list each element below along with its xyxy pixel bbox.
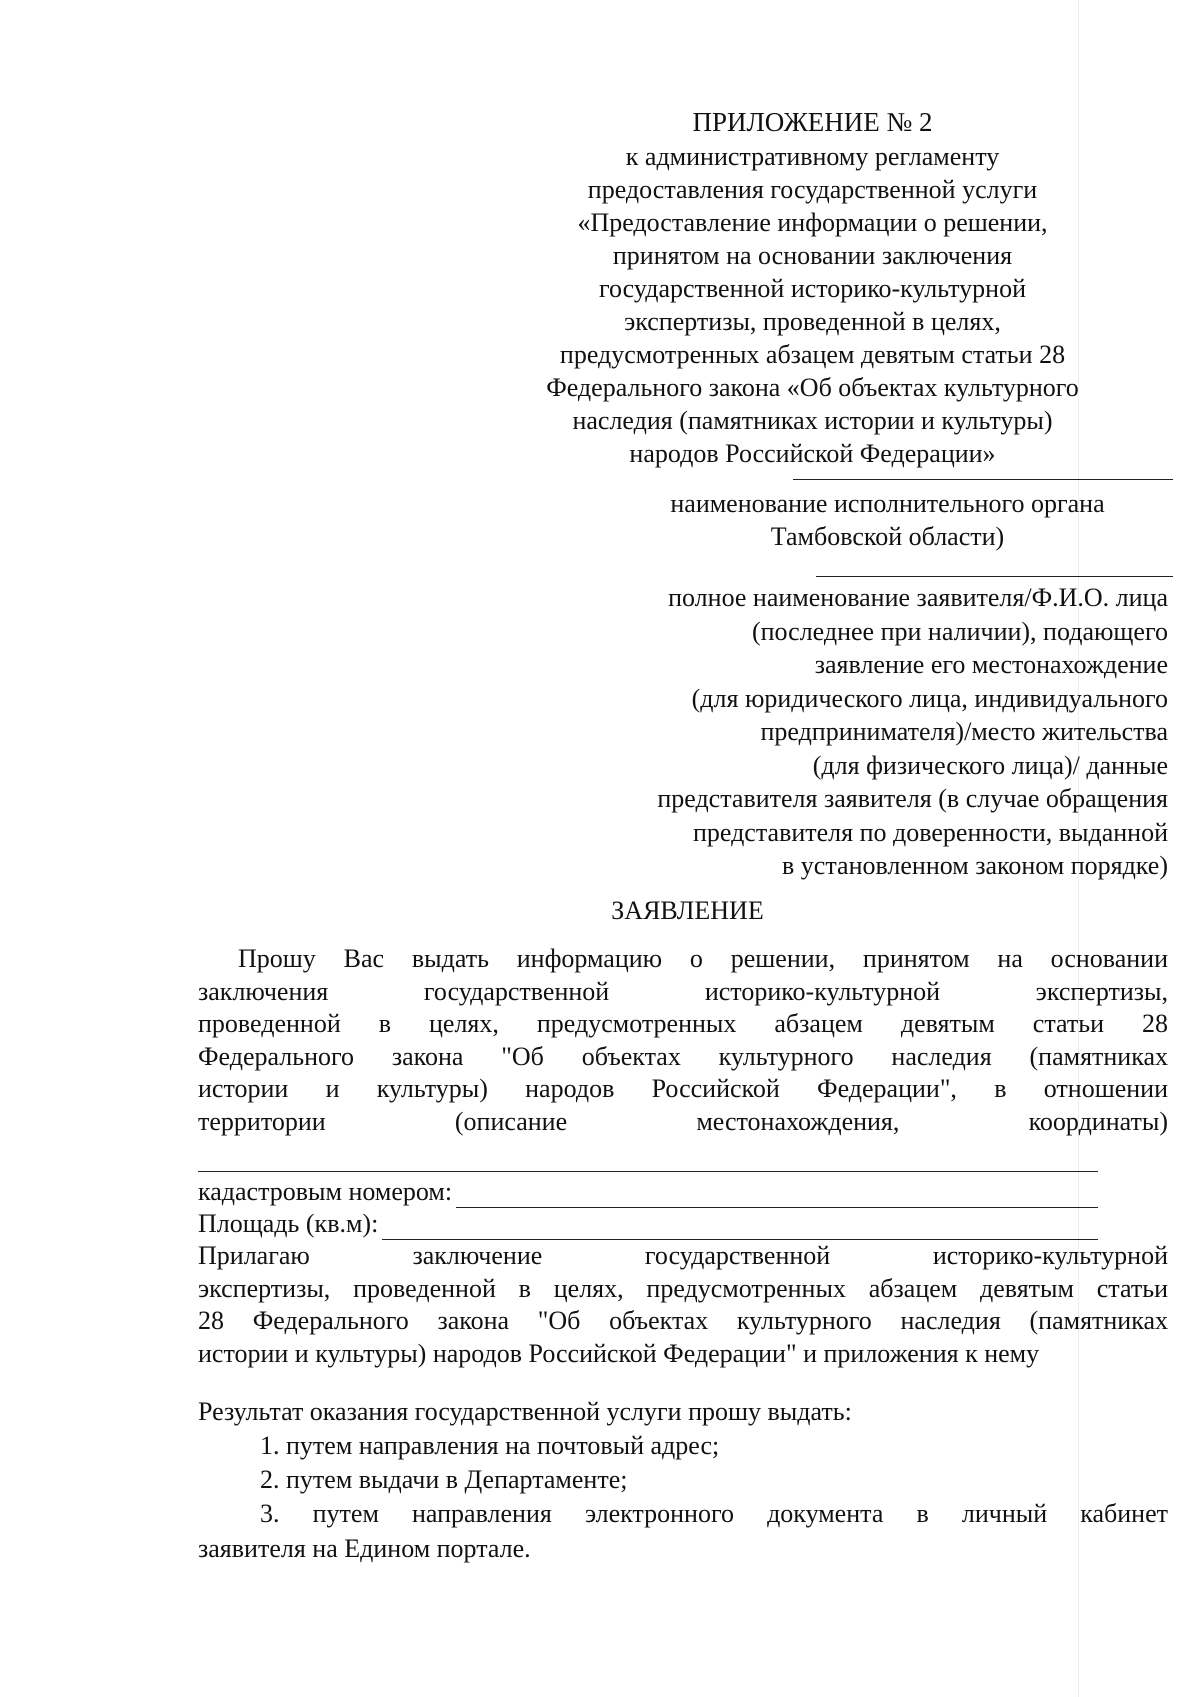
result-option-2: 2. путем выдачи в Департаменте; — [260, 1465, 628, 1494]
appendix-line: предоставления государственной услуги — [587, 175, 1038, 204]
applicant-line: (последнее при наличии), подающего — [751, 616, 1168, 646]
attachment-paragraph — [198, 1240, 1168, 1370]
result-option-1: 1. путем направления на почтовый адрес; — [260, 1431, 720, 1460]
applicant-line: заявление его местонахождение — [814, 650, 1168, 679]
applicant-line: предпринимателя)/место жительства — [760, 717, 1168, 746]
applicant-line: полное наименование заявителя/Ф.И.О. лица — [668, 583, 1168, 612]
request-line: заключения государственной историко-культурной экспертизы, — [198, 976, 1168, 1006]
request-line: Прошу Вас выдать информацию о решении, принятом на основании — [238, 944, 1168, 973]
cadastral-number-input-line[interactable] — [456, 1183, 1098, 1208]
applicant-line: (для юридического лица, индивидуального — [691, 683, 1168, 713]
attachment-line: экспертизы, проведенной в целях, предусмотренных абзацем девятым статьи — [198, 1273, 1168, 1303]
document-title: ЗАЯВЛЕНИЕ — [611, 896, 764, 925]
applicant-line: (для физического лица)/ данные — [812, 750, 1168, 780]
applicant-signature-line — [816, 576, 1173, 577]
authority-line: наименование исполнительного органа — [670, 489, 1105, 518]
applicant-caption — [560, 581, 1168, 883]
result-option-3 — [198, 1496, 1168, 1566]
appendix-line: «Предоставление информации о решении, — [577, 208, 1048, 237]
result-option-3-line: 3. путем направления электронного документа в личный кабинет — [260, 1499, 1168, 1528]
request-line: Федерального закона "Об объектах культурного наследия (памятниках — [198, 1041, 1168, 1071]
area-input-line[interactable] — [382, 1215, 1098, 1240]
area-label: Площадь (кв.м): — [198, 1209, 379, 1238]
cadastral-number-label: кадастровым номером: — [198, 1177, 453, 1206]
request-line: истории и культуры) народов Российской Федерации", в отношении — [198, 1074, 1168, 1103]
attachment-line: Прилагаю заключение государственной историко-культурной — [198, 1241, 1168, 1270]
result-heading: Результат оказания государственной услуги прошу выдать: — [198, 1397, 852, 1426]
attachment-line: истории и культуры) народов Российской Федерации" и приложения к нему — [198, 1338, 1040, 1368]
cadastral-number-field — [198, 1176, 1098, 1208]
appendix-line: народов Российской Федерации» — [629, 439, 996, 468]
authority-caption — [600, 487, 1175, 553]
appendix-line: предусмотренных абзацем девятым статьи 28 — [559, 340, 1066, 369]
appendix-heading: ПРИЛОЖЕНИЕ № 2 — [692, 107, 933, 137]
authority-signature-line — [793, 479, 1173, 480]
result-option-3-line: заявителя на Едином портале. — [198, 1534, 531, 1563]
applicant-line: представителя заявителя (в случае обращения — [657, 784, 1168, 813]
applicant-line: представителя по доверенности, выданной — [692, 817, 1168, 847]
area-field — [198, 1208, 1098, 1240]
attachment-line: 28 Федерального закона "Об объектах культурного наследия (памятниках — [198, 1306, 1168, 1335]
applicant-line: в установленном законом порядке) — [782, 851, 1168, 880]
appendix-line: экспертизы, проведенной в целях, — [624, 307, 1001, 336]
request-line: проведенной в целях, предусмотренных абзацем девятым статьи 28 — [198, 1009, 1168, 1038]
appendix-line: Федерального закона «Об объектах культурного — [546, 373, 1079, 402]
appendix-line: наследия (памятниках истории и культуры) — [572, 406, 1053, 435]
authority-line: Тамбовской области) — [770, 522, 1005, 551]
appendix-line: принятом на основании заключения — [612, 241, 1013, 270]
request-line: территории (описание местонахождения, координаты) — [198, 1106, 1168, 1136]
territory-description-line[interactable] — [198, 1171, 1098, 1172]
appendix-header — [520, 104, 1105, 470]
request-paragraph — [198, 943, 1168, 1138]
appendix-line: государственной историко-культурной — [599, 274, 1026, 303]
appendix-line: к административному регламенту — [625, 142, 1000, 171]
